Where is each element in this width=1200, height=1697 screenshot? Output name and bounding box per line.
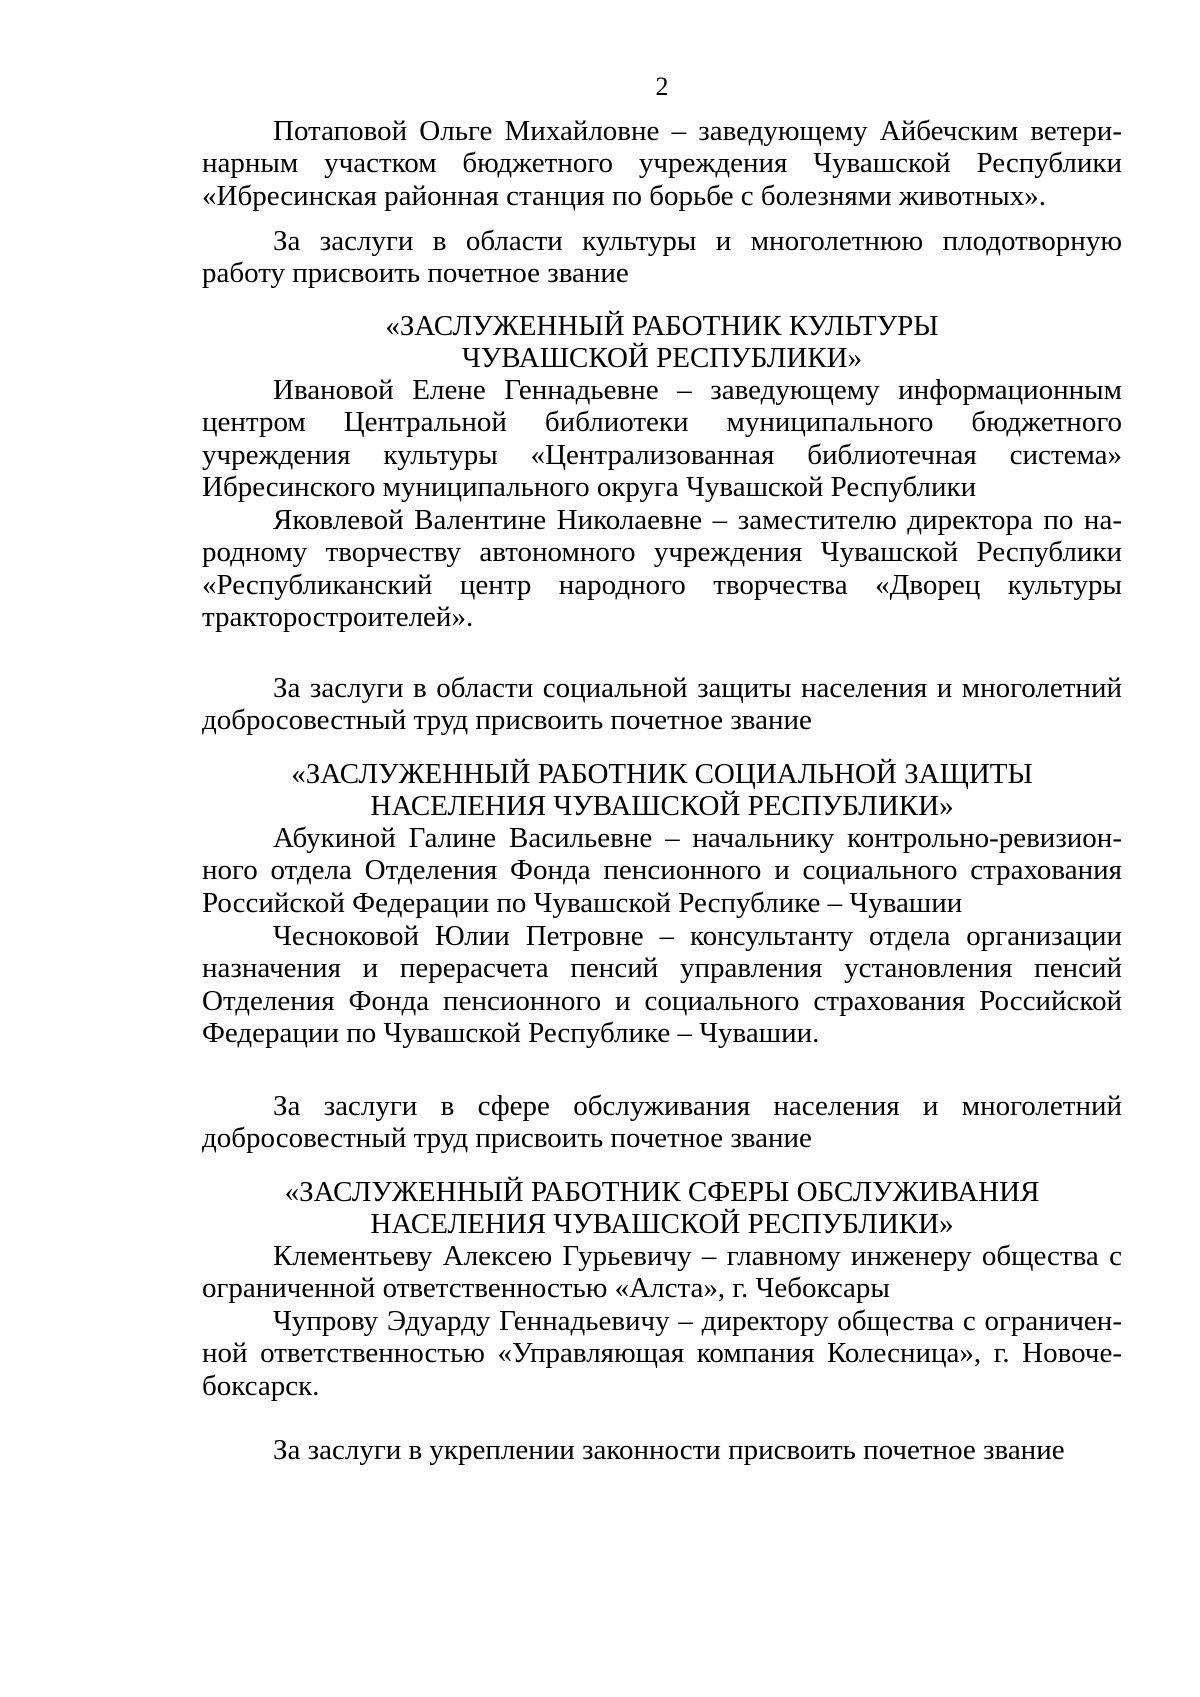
heading-service-line2: НАСЕЛЕНИЯ ЧУВАШСКОЙ РЕСПУБЛИКИ» — [370, 1208, 954, 1241]
paragraph-chesnokova: Чесноковой Юлии Петровне – консультанту отдела организации назначения и перерасчета пенсий управления установления пенсий Отделения Фонда пенсионного и социального страхования Российской Федерации по Чувашской Республике – Чувашии. — [202, 920, 1122, 1050]
paragraph-ivanova: Ивановой Елене Геннадьевне – заведующему информационным центром Центральной библиотеки муниципального бюджетного учреждения культуры «Централизованная библиотечная система» Ибресинского муниципального округа Чувашской Республики — [202, 374, 1122, 504]
heading-social-line1: «ЗАСЛУЖЕННЫЙ РАБОТНИК СОЦИАЛЬНОЙ ЗАЩИТЫ — [291, 758, 1033, 790]
paragraph-social-intro: За заслуги в области социальной защиты населения и многолетний добросовестный труд присвоить почетное звание — [202, 672, 1122, 737]
paragraph-law-intro: За заслуги в укреплении законности присвоить почетное звание — [273, 1434, 1065, 1466]
heading-social-title — [202, 758, 1122, 823]
paragraph-yakovleva: Яковлевой Валентине Николаевне – заместителю директора по народному творчеству автономного учреждения Чувашской Республики «Республиканский центр народного творчества «Дворец культуры тракторостроителей». — [202, 504, 1122, 634]
paragraph-abukina: Абукиной Галине Васильевне – начальнику контрольно-ревизионного отдела Отделения Фонда пенсионного и социального страхования Российской Федерации по Чувашской Республике – Чувашии — [202, 822, 1122, 919]
paragraph-service-intro: За заслуги в сфере обслуживания населения и многолетний добросовестный труд присвоить почетное звание — [202, 1090, 1122, 1155]
paragraph-potapova: Потаповой Ольге Михайловне – заведующему Айбечским ветеринарным участком бюджетного учреждения Чувашской Республики «Ибресинская районная станция по борьбе с болезнями животных». — [202, 115, 1122, 212]
paragraph-culture-intro: За заслуги в области культуры и многолетнюю плодотворную работу присвоить почетное звание — [202, 225, 1122, 290]
heading-service-line1: «ЗАСЛУЖЕННЫЙ РАБОТНИК СФЕРЫ ОБСЛУЖИВАНИЯ — [284, 1176, 1040, 1208]
heading-service-title — [202, 1176, 1122, 1241]
heading-culture-line1: «ЗАСЛУЖЕННЫЙ РАБОТНИК КУЛЬТУРЫ — [385, 310, 939, 342]
paragraph-klementev: Клементьеву Алексею Гурьевичу – главному инженеру общества с ограниченной ответственностью «Алста», г. Чебоксары — [202, 1240, 1122, 1305]
paragraph-chuprov: Чупрову Эдуарду Геннадьевичу – директору общества с ограниченной ответственностью «Управляющая компания Колесница», г. Новочебоксарск. — [202, 1305, 1122, 1402]
heading-culture-title — [202, 310, 1122, 375]
heading-culture-line2: ЧУВАШСКОЙ РЕСПУБЛИКИ» — [461, 342, 863, 375]
document-page — [202, 0, 1122, 1697]
heading-social-line2: НАСЕЛЕНИЯ ЧУВАШСКОЙ РЕСПУБЛИКИ» — [370, 790, 954, 823]
page-number: 2 — [655, 72, 669, 101]
